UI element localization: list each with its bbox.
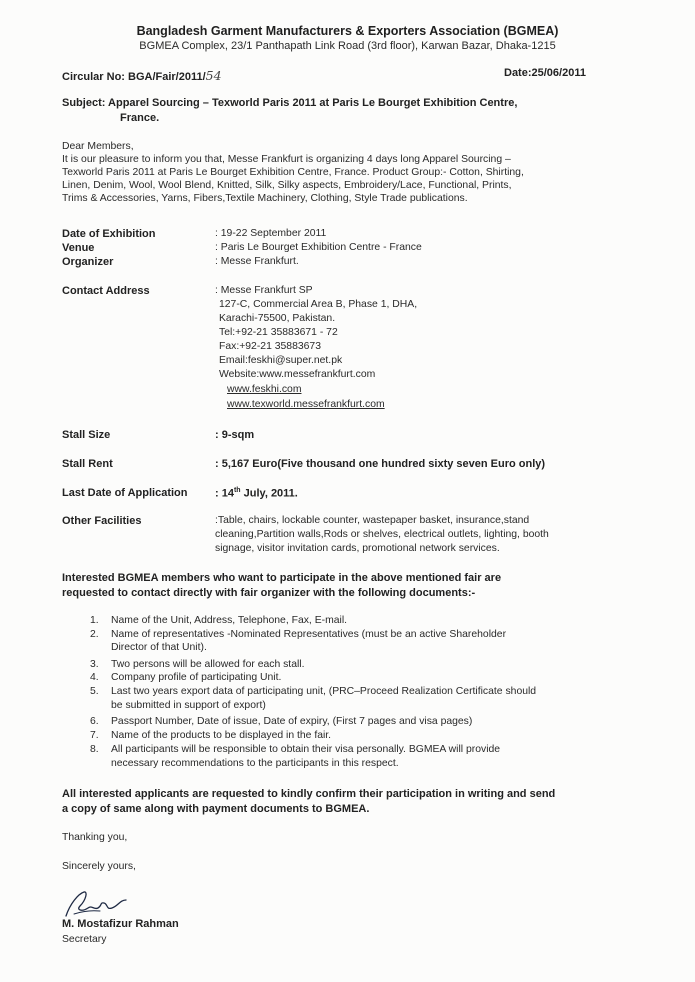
contact-email: Email:feskhi@super.net.pk bbox=[219, 355, 343, 366]
interested-line-1: Interested BGMEA members who want to participate in the above mentioned fair are bbox=[62, 572, 502, 584]
document-item: 3. Two persons will be allowed for each stall. bbox=[90, 659, 305, 670]
thanks-line: Thanking you, bbox=[62, 832, 128, 843]
facilities-line: cleaning,Partition walls,Rods or shelves, electrical outlets, lighting, booth bbox=[215, 529, 549, 540]
contact-website: Website:www.messefrankfurt.com bbox=[219, 369, 376, 380]
stall-size-label: Stall Size bbox=[62, 429, 111, 441]
document-item-continued: Director of that Unit). bbox=[111, 642, 207, 653]
contact-phone: Tel:+92-21 35883671 - 72 bbox=[219, 327, 338, 338]
contact-address-label: Contact Address bbox=[62, 285, 150, 297]
contact-line: : Messe Frankfurt SP bbox=[215, 285, 313, 296]
stall-rent-value: : 5,167 Euro(Five thousand one hundred sixty seven Euro only) bbox=[215, 458, 546, 470]
contact-line: 127-C, Commercial Area B, Phase 1, DHA, bbox=[219, 299, 418, 310]
exhibition-date-value: : 19-22 September 2011 bbox=[215, 228, 327, 239]
document-item: 4. Company profile of participating Unit. bbox=[90, 672, 282, 683]
circular-number bbox=[62, 68, 222, 83]
last-date-label: Last Date of Application bbox=[62, 487, 188, 499]
closing-note-line-2: a copy of same along with payment documents to BGMEA. bbox=[62, 803, 370, 815]
facilities-line: signage, visitor invitation cards, promotional network services. bbox=[215, 543, 500, 554]
handwritten-signature bbox=[60, 886, 140, 922]
document-item: 2. Name of representatives -Nominated Representatives (must be an active Shareholder bbox=[90, 629, 507, 640]
document-item: 1. Name of the Unit, Address, Telephone, Fax, E-mail. bbox=[90, 615, 348, 626]
signatory-title: Secretary bbox=[62, 934, 107, 945]
stall-size-value: : 9-sqm bbox=[215, 429, 255, 441]
signatory-name: M. Mostafizur Rahman bbox=[62, 918, 179, 930]
other-facilities-label: Other Facilities bbox=[62, 515, 142, 527]
intro-line: Trims & Accessories, Yarns, Fibers,Textile Machinery, Clothing, Style Trade publications. bbox=[62, 193, 468, 204]
stall-rent-label: Stall Rent bbox=[62, 458, 113, 470]
feskhi-link[interactable]: www.feskhi.com bbox=[227, 384, 302, 395]
organizer-label: Organizer bbox=[62, 256, 114, 268]
exhibition-date-label: Date of Exhibition bbox=[62, 228, 156, 240]
organization-address: BGMEA Complex, 23/1 Panthapath Link Road (3rd floor), Karwan Bazar, Dhaka-1215 bbox=[139, 40, 556, 52]
intro-line: Texworld Paris 2011 at Paris Le Bourget Exhibition Centre, France. Product Group:- Cotton, Shirting, bbox=[62, 167, 524, 178]
intro-line: It is our pleasure to inform you that, Messe Frankfurt is organizing 4 days long Apparel Sourcing – bbox=[62, 154, 511, 165]
organization-name: Bangladesh Garment Manufacturers & Exporters Association (BGMEA) bbox=[136, 24, 559, 38]
subject-line-1: Subject: Apparel Sourcing – Texworld Paris 2011 at Paris Le Bourget Exhibition Centre, bbox=[62, 97, 518, 109]
texworld-link[interactable]: www.texworld.messefrankfurt.com bbox=[227, 399, 385, 410]
document-item: 5. Last two years export data of participating unit, (PRC–Proceed Realization Certificate should bbox=[90, 686, 537, 697]
venue-value: : Paris Le Bourget Exhibition Centre - France bbox=[215, 242, 422, 253]
sign-off: Sincerely yours, bbox=[62, 861, 136, 872]
document-item-continued: necessary recommendations to the participants in this respect. bbox=[111, 758, 399, 769]
document-item-continued: be submitted in support of export) bbox=[111, 700, 266, 711]
closing-note-line-1: All interested applicants are requested to kindly confirm their participation in writing and send bbox=[62, 788, 556, 800]
facilities-line: :Table, chairs, lockable counter, wastepaper basket, insurance,stand bbox=[215, 515, 530, 526]
organizer-value: : Messe Frankfurt. bbox=[215, 256, 299, 267]
document-item: 8. All participants will be responsible to obtain their visa personally. BGMEA will provide bbox=[90, 744, 501, 755]
circular-number-label: Circular No: BGA/Fair/2011/ bbox=[62, 71, 206, 83]
venue-label: Venue bbox=[62, 242, 95, 254]
contact-fax: Fax:+92-21 35883673 bbox=[219, 341, 321, 352]
circular-date: Date:25/06/2011 bbox=[504, 67, 586, 79]
document-item: 6. Passport Number, Date of issue, Date of expiry, (First 7 pages and visa pages) bbox=[90, 716, 473, 727]
subject-line-2: France. bbox=[120, 112, 160, 124]
salutation: Dear Members, bbox=[62, 141, 134, 152]
last-date-value: : 14th July, 2011. bbox=[215, 487, 298, 500]
circular-handwritten-number: 54 bbox=[205, 68, 222, 83]
document-item: 7. Name of the products to be displayed in the fair. bbox=[90, 730, 332, 741]
interested-line-2: requested to contact directly with fair organizer with the following documents:- bbox=[62, 587, 476, 599]
intro-line: Linen, Denim, Wool, Wool Blend, Knitted, Silk, Silky aspects, Embroidery/Lace, Functional, Prints, bbox=[62, 180, 512, 191]
contact-line: Karachi-75500, Pakistan. bbox=[219, 313, 336, 324]
